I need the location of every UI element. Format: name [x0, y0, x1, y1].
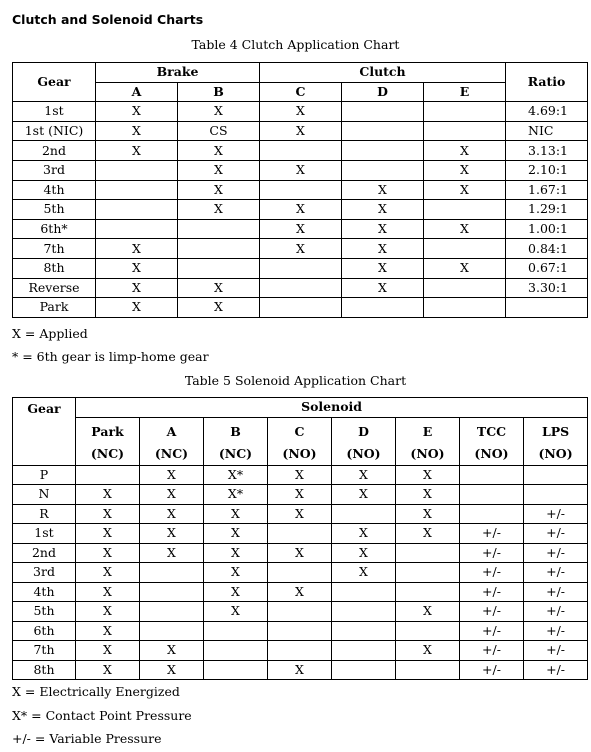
table-row	[13, 485, 588, 505]
table-row	[13, 258, 588, 278]
column-header: D	[342, 82, 424, 102]
solenoid-cell: +/-	[524, 582, 588, 602]
clutch-cell: X	[260, 200, 342, 220]
solenoid-cell: X	[140, 641, 204, 661]
solenoid-cell	[332, 602, 396, 622]
solenoid-type: (NO)	[410, 445, 445, 461]
clutch-cell: X	[178, 298, 260, 318]
solenoid-cell	[204, 621, 268, 641]
solenoid-cell	[524, 485, 588, 505]
solenoid-cell: X	[76, 543, 140, 563]
clutch-cell	[96, 219, 178, 239]
solenoid-column-header	[460, 417, 524, 465]
solenoid-name: A	[166, 423, 177, 439]
gear-cell: 1st (NIC)	[13, 121, 96, 141]
solenoid-cell: +/-	[460, 582, 524, 602]
page-heading: Clutch and Solenoid Charts	[12, 12, 204, 27]
ratio-cell: 3.13:1	[506, 141, 588, 161]
solenoid-cell	[268, 524, 332, 544]
solenoid-cell: X	[76, 504, 140, 524]
solenoid-cell: +/-	[524, 543, 588, 563]
clutch-cell	[96, 160, 178, 180]
column-header: C	[260, 82, 342, 102]
clutch-cell: X	[96, 278, 178, 298]
table5-caption: Table 5 Solenoid Application Chart	[184, 373, 407, 388]
clutch-cell: X	[424, 180, 506, 200]
clutch-cell: X	[342, 219, 424, 239]
solenoid-cell: X	[204, 543, 268, 563]
gear-cell: 1st	[13, 524, 76, 544]
table-row	[13, 219, 588, 239]
clutch-cell	[260, 180, 342, 200]
solenoid-cell: X	[268, 465, 332, 485]
clutch-cell	[342, 102, 424, 122]
solenoid-cell: +/-	[524, 621, 588, 641]
solenoid-cell: +/-	[524, 524, 588, 544]
clutch-cell: X	[260, 219, 342, 239]
solenoid-cell: +/-	[460, 621, 524, 641]
solenoid-type: (NO)	[346, 445, 381, 461]
solenoid-cell: +/-	[460, 641, 524, 661]
solenoid-name: Park	[91, 423, 124, 439]
clutch-cell	[178, 239, 260, 259]
table-row	[13, 200, 588, 220]
clutch-cell	[260, 298, 342, 318]
gear-cell: 3rd	[13, 160, 96, 180]
solenoid-cell: X	[140, 485, 204, 505]
clutch-application-table	[12, 62, 588, 318]
solenoid-cell: X	[396, 465, 460, 485]
table4-note: * = 6th gear is limp-home gear	[12, 349, 209, 364]
solenoid-cell: X	[76, 621, 140, 641]
solenoid-cell	[396, 660, 460, 680]
solenoid-cell	[396, 563, 460, 583]
ratio-cell: 1.67:1	[506, 180, 588, 200]
clutch-cell: X	[260, 102, 342, 122]
ratio-cell: 1.00:1	[506, 219, 588, 239]
solenoid-cell: X	[204, 504, 268, 524]
solenoid-column-header	[268, 417, 332, 465]
solenoid-type: (NC)	[90, 445, 125, 461]
solenoid-cell	[140, 621, 204, 641]
gear-cell: 8th	[13, 258, 96, 278]
gear-cell: 1st	[13, 102, 96, 122]
clutch-cell: X	[178, 278, 260, 298]
solenoid-cell: X*	[204, 485, 268, 505]
table-row	[13, 660, 588, 680]
solenoid-cell	[524, 465, 588, 485]
solenoid-cell: +/-	[460, 524, 524, 544]
solenoid-cell	[268, 563, 332, 583]
clutch-cell	[424, 200, 506, 220]
ratio-cell	[506, 298, 588, 318]
solenoid-cell	[460, 485, 524, 505]
solenoid-column-header	[140, 417, 204, 465]
gear-cell: 2nd	[13, 543, 76, 563]
clutch-cell: CS	[178, 121, 260, 141]
table-row	[13, 160, 588, 180]
solenoid-cell	[332, 582, 396, 602]
solenoid-cell: X	[140, 660, 204, 680]
gear-cell: 7th	[13, 641, 76, 661]
table-row	[13, 641, 588, 661]
solenoid-name: LPS	[541, 423, 570, 439]
solenoid-cell: X	[332, 524, 396, 544]
solenoid-cell	[140, 602, 204, 622]
table-row	[13, 621, 588, 641]
clutch-cell: X	[424, 160, 506, 180]
gear-cell: 4th	[13, 180, 96, 200]
solenoid-cell	[396, 621, 460, 641]
clutch-cell	[424, 278, 506, 298]
solenoid-cell	[204, 660, 268, 680]
clutch-cell: X	[96, 239, 178, 259]
clutch-cell	[342, 160, 424, 180]
solenoid-column-header	[396, 417, 460, 465]
solenoid-type: (NC)	[218, 445, 253, 461]
clutch-cell	[260, 258, 342, 278]
clutch-header: Clutch	[260, 63, 506, 83]
gear-cell: 5th	[13, 602, 76, 622]
solenoid-cell	[204, 641, 268, 661]
clutch-cell: X	[342, 180, 424, 200]
solenoid-name: TCC	[476, 423, 507, 439]
solenoid-cell: X	[396, 485, 460, 505]
solenoid-cell: X	[396, 641, 460, 661]
solenoid-cell: X	[76, 582, 140, 602]
solenoid-cell: X	[332, 485, 396, 505]
solenoid-cell: X	[140, 465, 204, 485]
clutch-cell: X	[260, 239, 342, 259]
table5-note: X = Electrically Energized	[12, 684, 180, 699]
table-row	[13, 543, 588, 563]
solenoid-name: E	[422, 423, 433, 439]
clutch-cell: X	[96, 258, 178, 278]
solenoid-cell: +/-	[460, 543, 524, 563]
clutch-cell	[96, 200, 178, 220]
solenoid-cell: +/-	[460, 563, 524, 583]
solenoid-cell: X	[268, 504, 332, 524]
clutch-cell	[424, 298, 506, 318]
gear-cell: 6th	[13, 621, 76, 641]
solenoid-column-header	[524, 417, 588, 465]
ratio-cell: 3.30:1	[506, 278, 588, 298]
clutch-cell	[342, 298, 424, 318]
clutch-cell	[260, 278, 342, 298]
table-row	[13, 121, 588, 141]
solenoid-cell: X	[76, 485, 140, 505]
clutch-cell: X	[96, 298, 178, 318]
clutch-cell: X	[260, 160, 342, 180]
solenoid-type: (NO)	[282, 445, 317, 461]
gear-header: Gear	[13, 63, 96, 102]
solenoid-cell: X	[332, 465, 396, 485]
solenoid-cell: X	[332, 543, 396, 563]
solenoid-cell	[76, 465, 140, 485]
solenoid-cell	[268, 621, 332, 641]
solenoid-type: (NO)	[474, 445, 509, 461]
solenoid-cell	[396, 543, 460, 563]
clutch-cell: X	[178, 160, 260, 180]
solenoid-cell: X	[204, 602, 268, 622]
gear-cell: Reverse	[13, 278, 96, 298]
clutch-cell	[424, 121, 506, 141]
solenoid-cell: +/-	[460, 602, 524, 622]
solenoid-cell: X	[396, 602, 460, 622]
solenoid-cell: +/-	[524, 641, 588, 661]
clutch-cell	[178, 258, 260, 278]
solenoid-cell	[332, 504, 396, 524]
solenoid-type: (NC)	[154, 445, 189, 461]
solenoid-cell: X	[204, 524, 268, 544]
gear-cell: 4th	[13, 582, 76, 602]
ratio-cell: 4.69:1	[506, 102, 588, 122]
table-row	[13, 582, 588, 602]
solenoid-cell	[332, 621, 396, 641]
solenoid-column-header	[76, 417, 140, 465]
solenoid-cell	[460, 465, 524, 485]
clutch-cell: X	[178, 141, 260, 161]
clutch-cell: X	[178, 180, 260, 200]
gear-cell: 8th	[13, 660, 76, 680]
solenoid-cell: X	[76, 641, 140, 661]
table-row	[13, 524, 588, 544]
solenoid-cell: X	[140, 543, 204, 563]
table5-note: +/- = Variable Pressure	[12, 731, 162, 746]
solenoid-cell	[268, 641, 332, 661]
solenoid-cell: X*	[204, 465, 268, 485]
solenoid-name: B	[230, 423, 241, 439]
solenoid-cell: +/-	[524, 563, 588, 583]
clutch-cell: X	[260, 121, 342, 141]
solenoid-name: C	[294, 423, 305, 439]
solenoid-cell: X	[204, 582, 268, 602]
clutch-cell	[342, 121, 424, 141]
gear-cell: R	[13, 504, 76, 524]
solenoid-cell: X	[76, 563, 140, 583]
solenoid-cell: X	[140, 504, 204, 524]
table-row	[13, 465, 588, 485]
solenoid-cell: X	[268, 543, 332, 563]
gear-cell: 6th*	[13, 219, 96, 239]
solenoid-cell: X	[332, 563, 396, 583]
solenoid-cell	[268, 602, 332, 622]
table-row	[13, 180, 588, 200]
solenoid-cell: X	[140, 524, 204, 544]
table5-note: X* = Contact Point Pressure	[12, 708, 192, 723]
column-header: A	[96, 82, 178, 102]
column-header: E	[424, 82, 506, 102]
table-row	[13, 298, 588, 318]
ratio-cell: 2.10:1	[506, 160, 588, 180]
clutch-cell: X	[96, 102, 178, 122]
gear-cell: 2nd	[13, 141, 96, 161]
table-row	[13, 239, 588, 259]
clutch-cell	[424, 102, 506, 122]
solenoid-cell: +/-	[524, 504, 588, 524]
solenoid-column-header	[332, 417, 396, 465]
clutch-cell	[424, 239, 506, 259]
gear-cell: 5th	[13, 200, 96, 220]
gear-cell: N	[13, 485, 76, 505]
table4-caption: Table 4 Clutch Application Chart	[191, 37, 400, 52]
clutch-cell	[178, 219, 260, 239]
solenoid-column-header	[204, 417, 268, 465]
ratio-cell: 0.67:1	[506, 258, 588, 278]
clutch-cell: X	[424, 141, 506, 161]
solenoid-cell	[140, 563, 204, 583]
column-header: B	[178, 82, 260, 102]
solenoid-cell: X	[268, 660, 332, 680]
table-row	[13, 563, 588, 583]
clutch-cell: X	[342, 278, 424, 298]
ratio-cell: 0.84:1	[506, 239, 588, 259]
ratio-cell: NIC	[506, 121, 588, 141]
solenoid-cell: X	[76, 602, 140, 622]
ratio-cell: 1.29:1	[506, 200, 588, 220]
clutch-cell: X	[424, 258, 506, 278]
solenoid-cell: X	[396, 504, 460, 524]
table-row	[13, 278, 588, 298]
clutch-cell: X	[342, 200, 424, 220]
solenoid-cell: X	[396, 524, 460, 544]
clutch-cell	[96, 180, 178, 200]
gear-header: Gear	[13, 398, 76, 466]
solenoid-type: (NO)	[538, 445, 573, 461]
solenoid-cell	[140, 582, 204, 602]
solenoid-cell: +/-	[524, 602, 588, 622]
solenoid-cell	[332, 641, 396, 661]
clutch-cell	[342, 141, 424, 161]
brake-header: Brake	[96, 63, 260, 83]
solenoid-cell: X	[204, 563, 268, 583]
table-row	[13, 102, 588, 122]
table-row	[13, 504, 588, 524]
table-row	[13, 602, 588, 622]
gear-cell: 3rd	[13, 563, 76, 583]
clutch-cell: X	[342, 258, 424, 278]
clutch-cell: X	[96, 141, 178, 161]
solenoid-cell	[460, 504, 524, 524]
solenoid-header: Solenoid	[76, 398, 588, 418]
table-row	[13, 141, 588, 161]
gear-cell: 7th	[13, 239, 96, 259]
gear-cell: Park	[13, 298, 96, 318]
solenoid-name: D	[358, 423, 369, 439]
solenoid-application-table	[12, 397, 588, 680]
ratio-header: Ratio	[506, 63, 588, 102]
solenoid-cell: +/-	[524, 660, 588, 680]
solenoid-cell: X	[268, 485, 332, 505]
clutch-cell: X	[424, 219, 506, 239]
solenoid-cell: X	[76, 524, 140, 544]
solenoid-cell	[332, 660, 396, 680]
clutch-cell: X	[342, 239, 424, 259]
clutch-cell: X	[178, 200, 260, 220]
gear-cell: P	[13, 465, 76, 485]
clutch-cell: X	[96, 121, 178, 141]
solenoid-cell: X	[268, 582, 332, 602]
clutch-cell	[260, 141, 342, 161]
solenoid-cell	[396, 582, 460, 602]
clutch-cell: X	[178, 102, 260, 122]
solenoid-cell: +/-	[460, 660, 524, 680]
solenoid-cell: X	[76, 660, 140, 680]
table4-note: X = Applied	[12, 326, 88, 341]
